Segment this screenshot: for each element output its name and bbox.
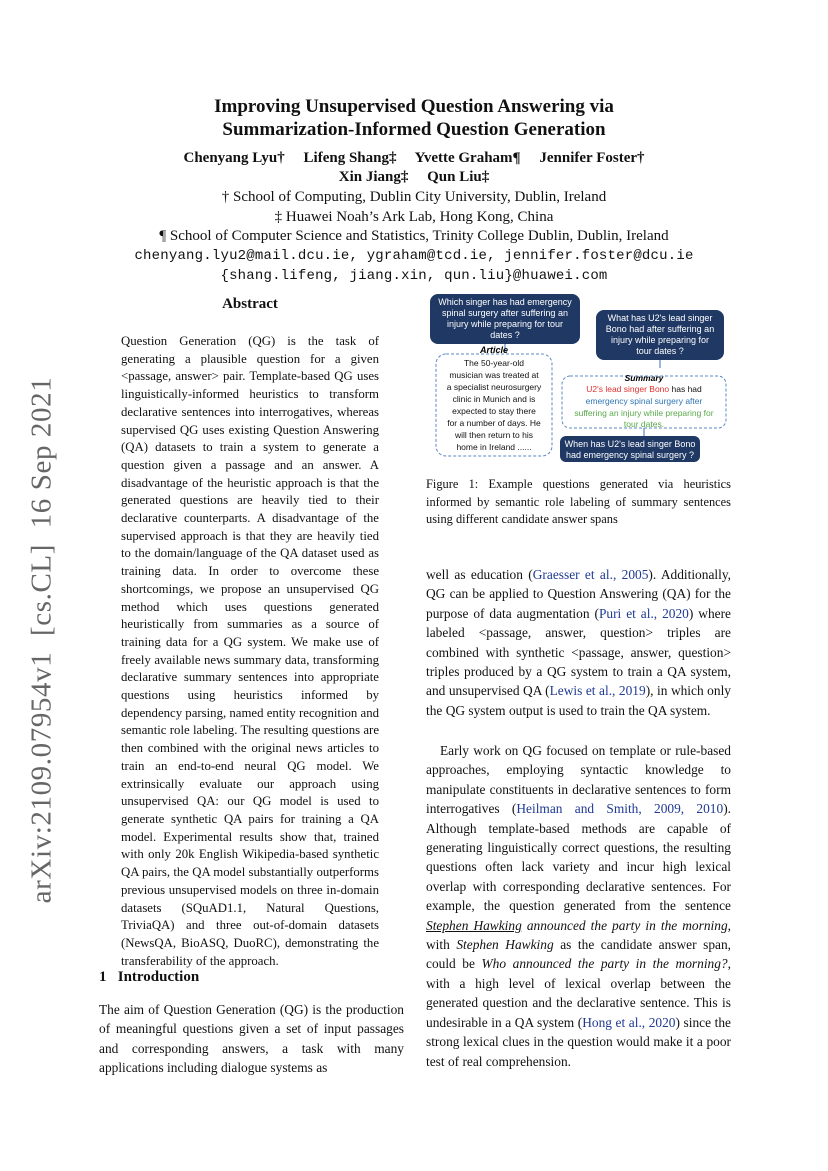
summary-line-1-rest: has had xyxy=(669,384,702,394)
question-when-text xyxy=(565,439,696,460)
affiliation-dcu: † School of Computing, Dublin City University, Dublin, Ireland xyxy=(221,189,607,205)
introduction-heading: 1 Introduction xyxy=(99,969,200,985)
q-what-line-2: Bono had after suffering an xyxy=(605,324,715,334)
affiliation-huawei: ‡ Huawei Noah’s Ark Lab, Hong Kong, China xyxy=(274,208,554,225)
summary-line-1 xyxy=(586,384,702,394)
text-segment: well as education ( xyxy=(426,567,533,582)
example-subject: Stephen Hawking xyxy=(426,917,522,933)
article-line-8: home in Ireland ...... xyxy=(456,442,532,452)
abstract-heading: Abstract xyxy=(222,296,278,312)
author-list xyxy=(0,149,828,187)
right-column-para-1 xyxy=(426,565,731,720)
article-label: Article xyxy=(479,345,509,355)
text-segment: ) since the strong lexical clues in the question would make it a poor test of real comprehension. xyxy=(426,1014,731,1069)
abstract-body: Question Generation (QG) is the task of generating a plausible question for a given <passage, answer> pair. Template-based QG uses linguistically-informed heuristics to transform declarative sentences into interrogatives, whereas supervised QG uses existing Question Answering (QA) datasets to train a system to generate a question given a passage and an answer. A disadvantage of the heuristic approach is that the generated questions are heavily tied to their declarative counterparts. A disadvantage of the supervised approach is that they are heavily tied to the domain/language of the QA dataset used as training data. In order to overcome these shortcomings, we propose an unsupervised QG method which uses questions generated heuristically from summaries as a source of training data for a QG system. We make use of freely available news summary data, transforming declarative summary sentences into appropriate questions using heuristics informed by dependency parsing, named entity recognition and semantic role labeling. The resulting questions are then combined with the original news articles to train an end-to-end neural QG model. We extrinsically evaluate our approach using unsupervised QA: our QG model is used to generate synthetic QA pairs for training a QA model. Experimental results show that, trained with only 20k English Wikipedia-based synthetic QA pairs, the QA model substantially outperforms previous unsupervised models on three in-domain datasets (SQuAD1.1, Natural Questions, TriviaQA) and three out-of-domain datasets (NewsQA, BioASQ, DuoRC), demonstrating the transferability of the approach. xyxy=(121,334,379,968)
text-segment: Early work on QG focused on template or rule-based approaches, employing syntactic knowledge to manipulate constituents in declarative sentences to form interrogatives ( xyxy=(426,743,731,817)
text-segment: as the candidate answer span, could be xyxy=(426,937,732,972)
text-segment: , with xyxy=(426,917,731,953)
figure-1-caption: Figure 1: Example questions generated via heuristics informed by semantic role labeling of summary sentences using different candidate answer spans xyxy=(426,477,731,526)
example-predicate: announced the party in the morning xyxy=(521,917,728,933)
figure-1-diagram xyxy=(426,290,731,465)
article-line-3: a specialist neurosurgery xyxy=(446,382,542,392)
arxiv-id: arXiv:2109.07954v1 [cs.CL] 16 Sep 2021 xyxy=(25,376,58,904)
q-what-line-3: injury while preparing for xyxy=(610,335,710,345)
title-line-2: Summarization-Informed Question Generation xyxy=(222,119,606,140)
right-column-para-2 xyxy=(426,741,731,1071)
citation-heilman[interactable]: Heilman and Smith, 2009, 2010 xyxy=(516,801,724,817)
author-emails xyxy=(0,247,828,286)
article-line-7: will then return to his xyxy=(455,430,533,440)
q-when-line-1: When has U2's lead singer Bono xyxy=(564,439,696,449)
text-segment: ), in which only the QG system output is used to train the QA system. xyxy=(426,683,731,718)
authors-line-1: Chenyang Lyu† Lifeng Shang‡ Yvette Graham¶ Jennifer Foster† xyxy=(183,150,645,166)
example-answer-span: Stephen Hawking xyxy=(456,937,554,953)
citation-lewis[interactable]: Lewis et al., 2019 xyxy=(549,683,646,699)
example-question: Who announced the party in the morning? xyxy=(481,956,728,972)
article-line-5: expected to stay there xyxy=(452,406,536,416)
q-which-line-2: spinal surgery after suffering an xyxy=(442,308,568,318)
emails-line-1: chenyang.lyu2@mail.dcu.ie, ygraham@tcd.ie, jennifer.foster@dcu.ie xyxy=(134,248,694,264)
citation-hong[interactable]: Hong et al., 2020 xyxy=(582,1014,676,1030)
q-what-line-4: tour dates ? xyxy=(636,346,684,356)
text-segment: , with a high level of lexical overlap between the generated question and the declarative sentence. This is undesirable in a QA system ( xyxy=(426,956,731,1030)
q-which-line-4: dates ? xyxy=(490,330,520,340)
article-line-4: clinic in Munich and is xyxy=(452,394,536,404)
emails-line-2: {shang.lifeng, jiang.xin, qun.liu}@huawei.com xyxy=(220,267,608,284)
summary-line-2: emergency spinal surgery after xyxy=(585,396,703,406)
q-which-line-3: injury while preparing for tour xyxy=(446,319,564,329)
summary-line-4: tour dates. xyxy=(623,419,665,429)
article-line-6: for a number of days. He xyxy=(447,418,541,428)
q-what-line-1: What has U2's lead singer xyxy=(607,313,713,323)
citation-graesser[interactable]: Graesser et al., 2005 xyxy=(532,567,649,582)
q-which-line-1: Which singer has had emergency xyxy=(438,297,572,307)
summary-text xyxy=(574,384,713,429)
introduction-paragraph: The aim of Question Generation (QG) is the production of meaningful questions given a set of input passages and corresponding answers, a task with many applications including dialogue systems as xyxy=(99,1002,404,1076)
summary-label: Summary xyxy=(624,373,664,383)
paper-title xyxy=(0,95,828,141)
text-segment: ). Additionally, QG can be applied to Question Answering (QA) for the purpose of data augmentation ( xyxy=(426,567,731,621)
summary-answer-span-red: U2's lead singer Bono xyxy=(586,384,670,394)
article-line-2: musician was treated at xyxy=(449,370,539,380)
article-text xyxy=(447,358,542,452)
q-when-line-2: had emergency spinal surgery ? xyxy=(565,450,695,460)
affiliation-tcd: ¶ School of Computer Science and Statistics, Trinity College Dublin, Dublin, Ireland xyxy=(159,228,669,244)
text-segment: ). Although template-based methods are capable of generating linguistically correct questions, the resulting questions often lack variety and incur high lexical overlap with corresponding declarative sentences. For example, the question generated from the sentence xyxy=(426,801,732,914)
figure-1 xyxy=(426,290,731,465)
affiliations xyxy=(0,188,828,247)
text-segment: ) where labeled <passage, answer, question> triples are combined with synthetic <passage, answer, question> triples produced by a QG system to train a QA system, and unsupervised QA ( xyxy=(426,605,731,699)
citation-puri[interactable]: Puri et al., 2020 xyxy=(598,605,689,621)
title-line-1: Improving Unsupervised Question Answering via xyxy=(214,96,614,117)
article-line-1: The 50-year-old xyxy=(463,358,525,368)
summary-line-3: suffering an injury while preparing for xyxy=(574,408,714,418)
authors-line-2: Xin Jiang‡ Qun Liu‡ xyxy=(338,169,490,185)
